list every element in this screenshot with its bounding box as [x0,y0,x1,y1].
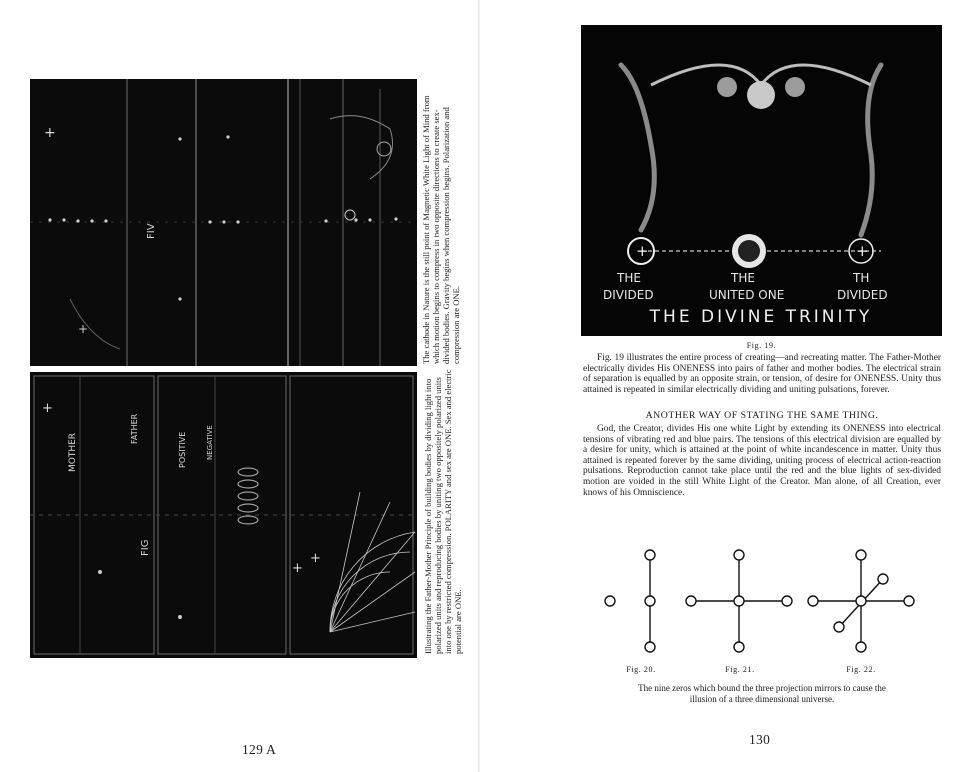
zeros-caption-line2: illusion of a three dimensional universe. [689,694,835,704]
fig19-center-label-bottom: UNITED ONE [709,288,785,302]
paragraph-fig19: Fig. 19 illustrates the entire process of creating—and recreating matter. The Father-Mother electrically divides His ONENESS into pairs of father and mother bodies. The electrical strain of separation is equalled by an opposite strain, or tension, of desire for ONENESS. Unity thus attained is repeated in similar electrically dividing and uniting pulsations, forever. [583,353,941,395]
zeros-caption-line1: The nine zeros which bound the three projection mirrors to cause the [638,683,886,693]
fig22-label: Fig. 22. [846,665,876,674]
fig19-right-label-bottom: DIVIDED [837,288,888,302]
plate-label-positive: POSITIVE [178,431,187,468]
fig19-left-label-top: THE [617,271,641,285]
fig19-image [581,25,942,336]
plate-top-caption: The cathode in Nature is the still point of Magnetic White Light of Mind from which motion begins to compress in two opposite directions to create sex-divided bodies. Gravity begins when compression begins. Polarization and compression are ONE. [421,95,461,364]
svg-text:+: + [292,561,303,576]
svg-text:+: + [856,242,869,260]
page-number-left: 129 A [242,742,277,757]
fig19-left-label-bottom: DIVIDED [603,288,654,302]
plate-bottom-caption: Illustrating the Father-Mother Principle of building bodies by dividing light into polarized units and reproducing bodies by uniting two oppositely polarized units into one by restricted compression. POLARITY and sex are ONE. Sex and electric potential are ONE. [423,369,463,654]
zeros-diagram [581,545,942,665]
plate-label-fig: FIG [140,539,151,556]
svg-text:+: + [78,322,89,336]
svg-text:+: + [636,242,649,260]
svg-text:+: + [310,551,321,566]
fig19-center-label-top: THE [731,271,755,285]
fig21-label: Fig. 21. [725,665,755,674]
photo-plate-top [30,79,417,366]
plate-label-fiv: FIV [146,223,157,239]
svg-text:+: + [44,125,56,141]
plate-label-father: FATHER [130,413,139,444]
section-heading: ANOTHER WAY OF STATING THE SAME THING. [645,410,879,421]
fig19-right-label-top: TH [853,271,870,285]
paragraph-another-way: God, the Creator, divides His one white Light by extending its ONENESS into electrical tensions of vibrating red and blue pairs. The tensions of this electrical division are equalled by a desire for unity, which is attained at the point of white incandescence in matter. Unity thus attained is repeated forever by the same dividing, uniting process of electrical action-reaction pulsations. Reproduction cannot take place until the red and the blue lights of sex-divided motion are voided in the still White Light of the Creator. Man alone, of all Creation, ever knows of his Omniscience. [583,424,941,498]
photo-plate-bottom [30,372,417,658]
fig20-label: Fig. 20. [626,665,656,674]
fig19-label: Fig. 19. [746,341,777,350]
svg-text:+: + [42,401,53,416]
fig19-divine-trinity: THE DIVINE TRINITY [649,307,873,327]
plate-label-negative: NEGATIVE [206,425,214,460]
page-number-right: 130 [749,732,771,747]
book-fold [478,0,480,772]
plate-label-mother: MOTHER [68,432,78,472]
